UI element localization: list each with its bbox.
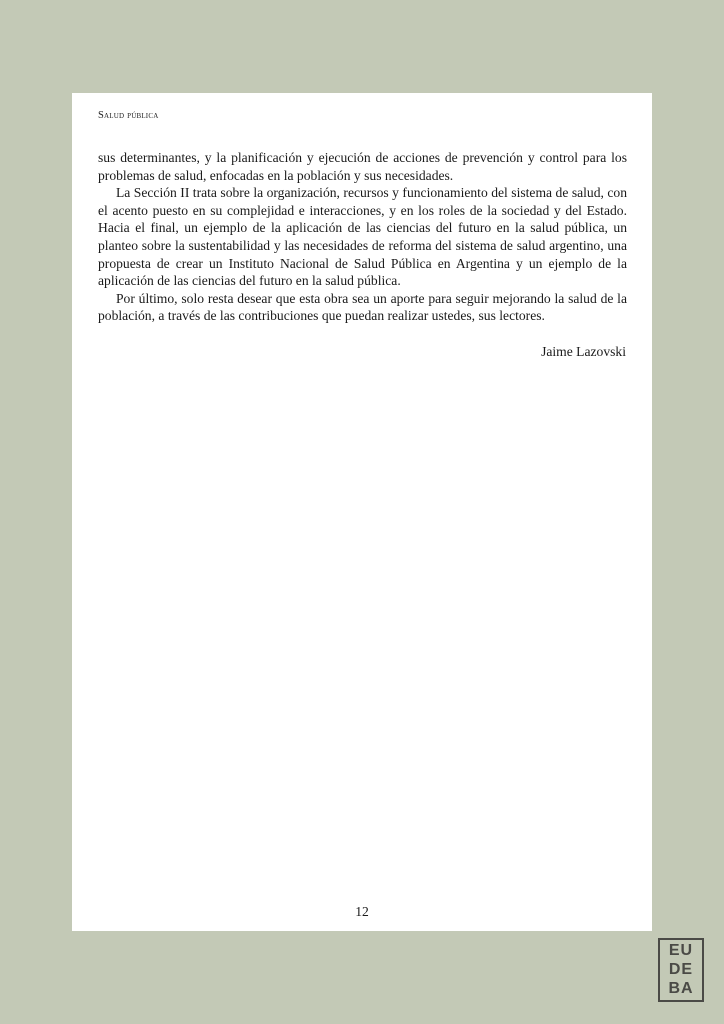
paragraph-continuation: sus determinantes, y la planificación y ejecución de acciones de prevención y control para los problemas de salud, enfocadas en la población y sus necesidades. — [98, 150, 627, 183]
document-page — [72, 93, 652, 931]
paragraph-section-ii: La Sección II trata sobre la organización, recursos y funcionamiento del sistema de salud, con el acento puesto en su complejidad e interacciones, y en los roles de la sociedad y del Estado. Hacia el final, un ejemplo de la aplicación de las ciencias del futuro en la salud pública, un planteo sobre la sustentabilidad y las necesidades de reforma del sistema de salud argentino, una propuesta de crear un Instituto Nacional de Salud Pública en Argentina y un ejemplo de la aplicación de las ciencias del futuro en la salud pública. — [98, 185, 627, 289]
page-number: 12 — [355, 904, 369, 919]
author-signature: Jaime Lazovski — [541, 344, 626, 359]
eudeba-logo — [658, 938, 704, 1002]
logo-line-2: DE — [668, 961, 694, 978]
body-text — [98, 149, 627, 325]
running-header: Salud pública — [98, 110, 159, 121]
paragraph-closing: Por último, solo resta desear que esta obra sea un aporte para seguir mejorando la salud de la población, a través de las contribuciones que puedan realizar ustedes, sus lectores. — [98, 290, 627, 324]
logo-line-1: EU — [668, 942, 694, 959]
logo-line-3: BA — [668, 980, 694, 997]
